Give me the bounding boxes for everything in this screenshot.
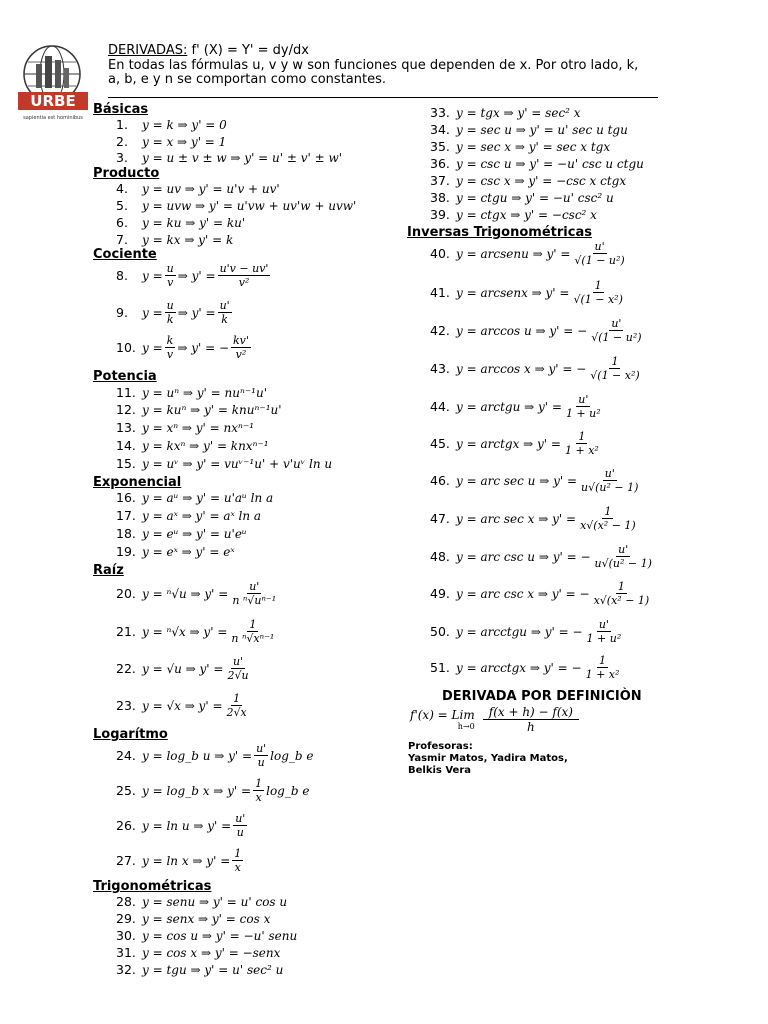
formula-33: 33. y = tgx ⇒ y' = sec² x bbox=[430, 105, 581, 120]
formula-9: 9. y = $\frac{u}{k}$ ⇒ y' = $\frac{u'}{k}$ bbox=[116, 299, 230, 326]
formula-41: 41. y = arcsenx ⇒ y' = $\frac{1}{\text{√(1 − x²)}}$ bbox=[430, 279, 623, 306]
section-trigonometricas: Trigonométricas bbox=[93, 879, 212, 894]
section-exponencial: Exponencial bbox=[93, 475, 182, 490]
definition-denominator: h bbox=[527, 720, 535, 734]
definition-numerator: f(x + h) − f(x) bbox=[483, 705, 579, 720]
intro-line-1: En todas las fórmulas u, v y w son funciones que dependen de x. Por otro lado, k, bbox=[108, 57, 639, 73]
formula-46: 46. y = arc sec u ⇒ y' = $\frac{u'}{\text{u√(u² − 1)}}$ bbox=[430, 467, 639, 494]
urbe-logo bbox=[14, 42, 92, 124]
formula-13: 13. y = xⁿ ⇒ y' = nxⁿ⁻¹ bbox=[116, 420, 255, 435]
formula-42: 42. y = arccos u ⇒ y' = − $\frac{u'}{\text{√(1 − u²)}}$ bbox=[430, 317, 642, 344]
section-raiz: Raíz bbox=[93, 563, 124, 578]
definition-title: DERIVADA POR DEFINICIÒN bbox=[442, 689, 642, 704]
formula-40: 40. y = arcsenu ⇒ y' = $\frac{u'}{\text{√(1 − u²)}}$ bbox=[430, 240, 625, 267]
formula-16: 16. y = aᵘ ⇒ y' = u'aᵘ ln a bbox=[116, 490, 274, 505]
section-cociente: Cociente bbox=[93, 247, 157, 262]
formula-28: 28. y = senu ⇒ y' = u' cos u bbox=[116, 894, 288, 909]
section-producto: Producto bbox=[93, 166, 160, 181]
formula-4: 4. y = uv ⇒ y' = u'v + uv' bbox=[116, 181, 280, 196]
formula-7: 7. y = kx ⇒ y' = k bbox=[116, 232, 234, 247]
doc-title-formula: f' (X) = Y' = dy/dx bbox=[187, 43, 309, 58]
formula-24: 24. y = log_b u ⇒ y' = $\frac{u'}{u}$ log_b e bbox=[116, 742, 314, 769]
formula-18: 18. y = eᵘ ⇒ y' = u'eᵘ bbox=[116, 526, 247, 541]
formula-45: 45. y = arctgx ⇒ y' = $\frac{1}{\text{1 + x²}}$ bbox=[430, 430, 599, 457]
authors-label: Profesoras: bbox=[408, 741, 473, 752]
logo-motto: sapientia est hominibus bbox=[23, 115, 83, 121]
authors bbox=[408, 741, 568, 777]
section-logaritmo: Logarítmo bbox=[93, 727, 168, 742]
formula-20: 20. y = ⁿ√u ⇒ y' = $\frac{u'}{\text{n ⁿ√uⁿ⁻¹}}$ bbox=[116, 580, 277, 607]
logo-text: URBE bbox=[30, 92, 76, 110]
formula-5: 5. y = uvw ⇒ y' = u'vw + uv'w + uvw' bbox=[116, 198, 357, 213]
section-basicas: Básicas bbox=[93, 102, 149, 117]
authors-line-2: Belkis Vera bbox=[408, 765, 471, 776]
doc-title: DERIVADAS: bbox=[108, 43, 188, 58]
formula-15: 15. y = uᵛ ⇒ y' = vuᵛ⁻¹u' + v'uᵛ ln u bbox=[116, 456, 333, 471]
formula-44: 44. y = arctgu ⇒ y' = $\frac{u'}{\text{1 + u²}}$ bbox=[430, 393, 601, 420]
formula-34: 34. y = sec u ⇒ y' = u' sec u tgu bbox=[430, 122, 628, 137]
formula-48: 48. y = arc csc u ⇒ y' = − $\frac{u'}{\text{u√(u² − 1)}}$ bbox=[430, 543, 652, 570]
formula-43: 43. y = arccos x ⇒ y' = − $\frac{1}{\text{√(1 − x²)}}$ bbox=[430, 355, 640, 382]
formula-39: 39. y = ctgx ⇒ y' = −csc² x bbox=[430, 207, 597, 222]
formula-38: 38. y = ctgu ⇒ y' = −u' csc² u bbox=[430, 190, 614, 205]
formula-25: 25. y = log_b x ⇒ y' = $\frac{1}{x}$ log_b e bbox=[116, 777, 310, 804]
formula-21: 21. y = ⁿ√x ⇒ y' = $\frac{1}{\text{n ⁿ√xⁿ⁻¹}}$ bbox=[116, 618, 275, 645]
formula-22: 22. y = √u ⇒ y' = $\frac{u'}{2√u}$ bbox=[116, 655, 249, 682]
formula-35: 35. y = sec x ⇒ y' = sec x tgx bbox=[430, 139, 611, 154]
formula-1: 1. y = k ⇒ y' = 0 bbox=[116, 117, 227, 132]
section-potencia: Potencia bbox=[93, 369, 157, 384]
formula-29: 29. y = senx ⇒ y' = cos x bbox=[116, 911, 271, 926]
section-inversas: Inversas Trigonométricas bbox=[407, 225, 592, 240]
formula-36: 36. y = csc u ⇒ y' = −u' csc u ctgu bbox=[430, 156, 644, 171]
formula-10: 10. y = $\frac{k}{v}$ ⇒ y' = − $\frac{kv'}{\text{v²}}$ bbox=[116, 334, 249, 361]
formula-49: 49. y = arc csc x ⇒ y' = − $\frac{1}{\text{x√(x² − 1)}}$ bbox=[430, 580, 650, 607]
formula-32: 32. y = tgu ⇒ y' = u' sec² u bbox=[116, 962, 284, 977]
definition-limit: h→0 bbox=[457, 722, 475, 731]
formula-47: 47. y = arc sec x ⇒ y' = $\frac{1}{\text{x√(x² − 1)}}$ bbox=[430, 505, 636, 532]
formula-6: 6. y = ku ⇒ y' = ku' bbox=[116, 215, 246, 230]
formula-51: 51. y = arcctgx ⇒ y' = − $\frac{1}{\text{1 + x²}}$ bbox=[430, 654, 620, 681]
definition-lhs: f'(x) = Lim bbox=[410, 708, 475, 722]
header-divider bbox=[108, 97, 658, 98]
formula-27: 27. y = ln x ⇒ y' = $\frac{1}{x}$ bbox=[116, 847, 242, 874]
definition-formula bbox=[410, 705, 581, 734]
formula-12: 12. y = kuⁿ ⇒ y' = knuⁿ⁻¹u' bbox=[116, 402, 282, 417]
formula-23: 23. y = √x ⇒ y' = $\frac{1}{2√x}$ bbox=[116, 692, 247, 719]
formula-8: 8. y = $\frac{u}{v}$ ⇒ y' = $\frac{u'v - uv'}{\text{v²}}$ bbox=[116, 262, 269, 289]
formula-37: 37. y = csc x ⇒ y' = −csc x ctgx bbox=[430, 173, 627, 188]
formula-50: 50. y = arcctgu ⇒ y' = − $\frac{u'}{\text{1 + u²}}$ bbox=[430, 618, 622, 645]
formula-26: 26. y = ln u ⇒ y' = $\frac{u'}{u}$ bbox=[116, 812, 246, 839]
intro-line-2: a, b, e y n se comportan como constantes. bbox=[108, 72, 386, 87]
formula-30: 30. y = cos u ⇒ y' = −u' senu bbox=[116, 928, 298, 943]
document-header bbox=[108, 44, 668, 88]
formula-19: 19. y = eˣ ⇒ y' = eˣ bbox=[116, 544, 235, 559]
authors-line-1: Yasmir Matos, Yadira Matos, bbox=[408, 753, 568, 764]
formula-17: 17. y = aˣ ⇒ y' = aˣ ln a bbox=[116, 508, 262, 523]
formula-2: 2. y = x ⇒ y' = 1 bbox=[116, 134, 227, 149]
formula-3: 3. y = u ± v ± w ⇒ y' = u' ± v' ± w' bbox=[116, 150, 343, 165]
formula-11: 11. y = uⁿ ⇒ y' = nuⁿ⁻¹u' bbox=[116, 385, 267, 400]
formula-31: 31. y = cos x ⇒ y' = −senx bbox=[116, 945, 281, 960]
formula-14: 14. y = kxⁿ ⇒ y' = knxⁿ⁻¹ bbox=[116, 438, 269, 453]
